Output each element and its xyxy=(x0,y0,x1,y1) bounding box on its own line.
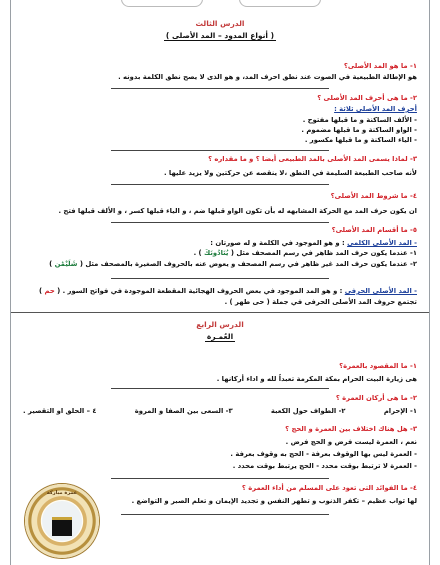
separator xyxy=(111,278,329,279)
lesson3-question-4: ٤- ما شروط المد الأصلى؟ xyxy=(330,192,417,200)
kaaba-icon xyxy=(42,501,82,541)
pillar-item: ٢- الطواف حول الكعبة xyxy=(270,407,346,415)
lesson3-question-2: ٢- ما هى أحرف المد الأصلى ؟ xyxy=(317,94,417,102)
kilmi-definition: - المد الأصلى الكلمى : و هو الموجود في الكلمة و له صورتان : xyxy=(210,239,417,247)
kilmi-form-1: ١- عندما يكون حرف المد ظاهر في رسم المصحف مثل ( يُنَادُونَكَ ) . xyxy=(193,249,417,257)
separator xyxy=(111,88,329,89)
lesson4-subtitle: العُمـرة xyxy=(206,332,234,341)
binding-tab xyxy=(239,0,321,7)
pillar-item: ١- الإحرام xyxy=(383,407,417,415)
lesson4-question-2: ٢- ما هى أركان العمرة ؟ xyxy=(335,394,417,402)
lesson4-answer-1: هى زيارة البيت الحرام بمكة المكرمة تعبداً لله و اداء أركانها . xyxy=(216,375,417,383)
pillars-row xyxy=(23,407,417,415)
lesson3-answer-1: هو الإطالة الطبيعية في الصوت عند نطق احرف المد، و هو الذى لا يصح نطق الكلمة بدونه . xyxy=(118,73,417,81)
lesson3-question-3: ٣- لماذا يسمى المد الأصلى بالمد الطبيعى أيضا ؟ و ما مقداره ؟ xyxy=(208,155,417,163)
letter-item: - الألف الساكنة و ما قبلها مفتوح . xyxy=(302,116,417,124)
difference-item: - العمرة لا ترتبط بوقت محدد - الحج يرتبط بوقت محدد . xyxy=(232,462,417,470)
separator xyxy=(111,184,329,185)
lesson3-answer-4: ان يكون حرف المد مع الحركة المشابهه له بأن تكون الواو قبلها ضم ، و الياء قبلها كسر ، و الألف قبلها فتح . xyxy=(58,207,417,215)
letters-heading: أحرف المد الأصلى ثلاثة : xyxy=(334,105,417,113)
pillar-item: ٤ – الحلق او التقصير . xyxy=(23,407,97,415)
stamp-text: عمرة مباركة xyxy=(46,490,78,496)
separator xyxy=(111,388,329,389)
lesson4-answer-4: لها ثواب عظيم – تكفر الذنوب و تطهر النفس و تجديد الإيمان و تعلم الصبر و التواضع . xyxy=(131,497,417,505)
lesson4-question-3: ٣- هل هناك اختلاف بين العمرة و الحج ؟ xyxy=(285,425,417,433)
lesson3-subtitle: ( أنواع المدود – المد الأصلى ) xyxy=(165,31,275,40)
worksheet-page xyxy=(10,0,430,565)
kilmi-form-2: ٢- عندما يكون حرف المد غير ظاهر في رسم المصحف و يعوض عنه بالحروف الصغيرة بالمصحف مثل ( شَلَيْمَٰن ) xyxy=(49,260,417,268)
lesson4-title: الدرس الرابع xyxy=(196,320,244,329)
separator xyxy=(111,222,329,223)
top-binding xyxy=(11,0,429,6)
separator xyxy=(111,478,329,479)
separator xyxy=(111,150,329,151)
separator xyxy=(121,514,329,515)
lesson3-title: الدرس الثالث xyxy=(195,19,245,28)
letter-item: - الياء الساكنة و ما قبلها مكسور . xyxy=(304,136,417,144)
pillar-item: ٣- السعى بين الصفا و المروة xyxy=(134,407,233,415)
difference-item: - العمرة ليس بها الوقوف بعرفة - الحج به وقوف بعرفة . xyxy=(230,450,417,458)
lesson3-question-5: ٥- ما أقسام المد الأصلى؟ xyxy=(331,226,417,234)
umrah-stamp-image xyxy=(25,484,99,558)
letter-item: - الواو الساكنة و ما قبلها مضموم . xyxy=(301,126,417,134)
harfi-phrase: تجتمع حروف المد الأصلى الحرفى في جملة ( حى طهر ) . xyxy=(224,298,417,306)
section-divider xyxy=(11,312,429,313)
binding-tab xyxy=(121,0,203,7)
lesson3-answer-3: لأنه صاحب الطبيعة السليمة في النطق ،لا ينقصه عن حركتين ولا يزيد عليها . xyxy=(163,169,417,177)
lesson3-question-1: ١- ما هو المد الأصلى؟ xyxy=(343,62,417,70)
difference-item: نعم ، العمرة ليست فرض و الحج فرض . xyxy=(285,438,417,446)
harfi-definition: - المد الأصلى الحرفى : و هو المد الموجود في بعض الحروف الهجائية المقطعة الموجودة في فواتح السور . ( حم ) xyxy=(39,287,417,295)
lesson4-question-4: ٤- ما الفوائد التى تعود على المسلم من أداء العمرة ؟ xyxy=(241,484,417,492)
lesson4-question-1: ١- ما المقصود بالعمرة؟ xyxy=(339,362,417,370)
